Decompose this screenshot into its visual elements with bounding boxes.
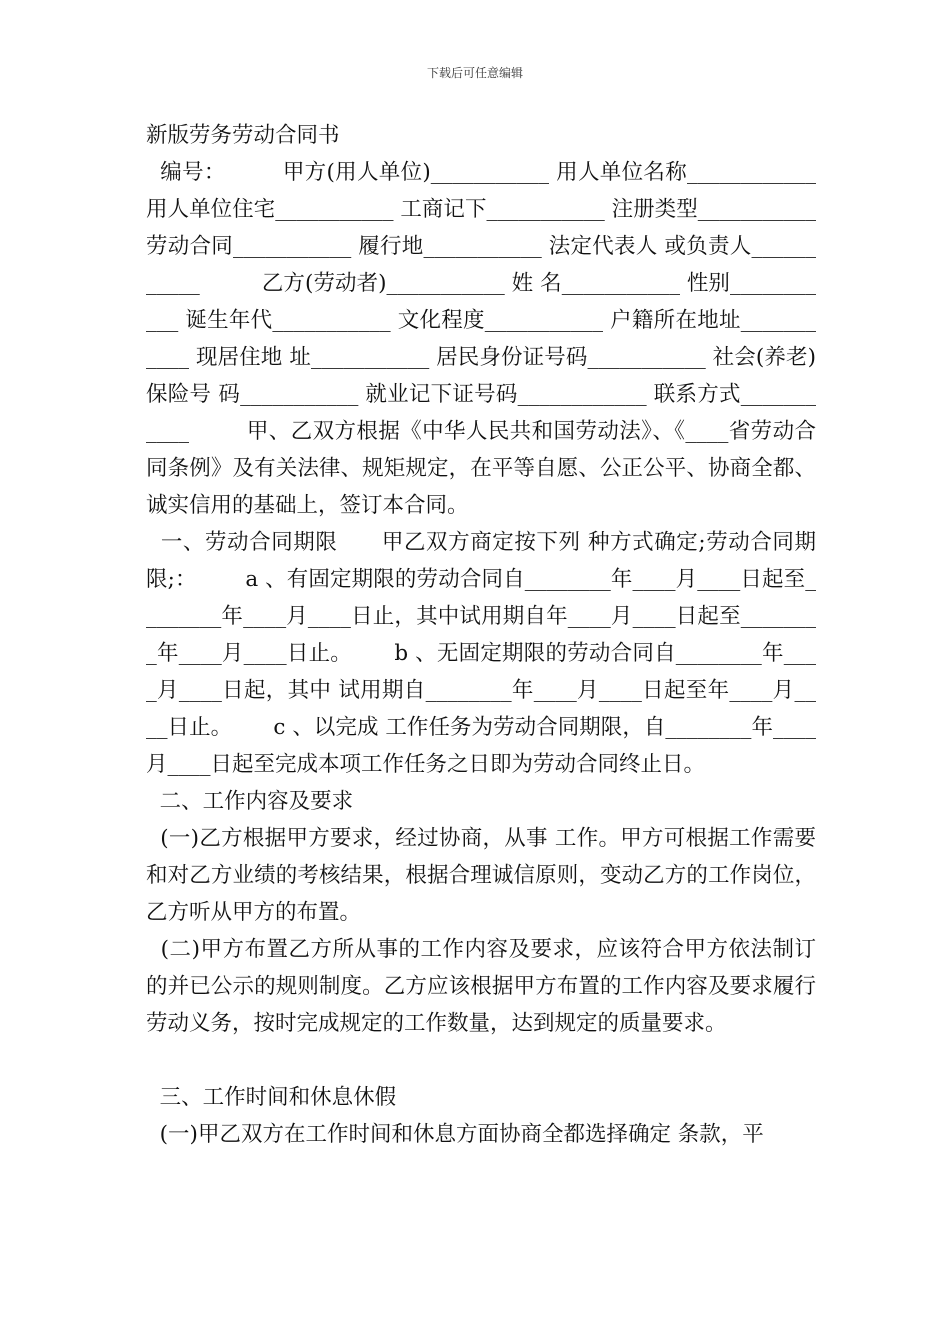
document-body xyxy=(146,117,823,1153)
contract-term-paragraph: 一、劳动合同期限 甲乙双方商定按下列 种方式确定;劳动合同期限;： a 、有固定期限的劳动合同自________年____月____日起至________年____月____日止，其中试用期自年____月____日起至________年____月____日止。 b 、无固定期限的劳动合同自________年____月____日起，其中 试用期自________年____月____日起至年____月____日止。 c 、以完成 工作任务为劳动合同期限，自________年____月____日起至完成本项工作任务之日即为劳动合同终止日。 xyxy=(146,530,816,777)
work-content-clause-2: (二)甲方布置乙方所从事的工作内容及要求，应该符合甲方依法制订的并已公示的规则制度。乙方应该根据甲方布置的工作内容及要求履行劳动义务，按时完成规定的工作数量，达到规定的质量要求。 xyxy=(146,937,816,1036)
header-note: 下载后可任意编辑 xyxy=(426,66,523,80)
section-heading-work-hours: 三、工作时间和休息休假 xyxy=(146,1085,397,1110)
work-content-clause-1: (一)乙方根据甲方要求，经过协商，从事 工作。甲方可根据工作需要和对乙方业绩的考核结果，根据合理诚信原则，变动乙方的工作岗位，乙方听从甲方的布置。 xyxy=(146,826,816,925)
section-heading-work-content: 二、工作内容及要求 xyxy=(146,789,354,814)
blank-line xyxy=(146,1042,816,1079)
document-title: 新版劳务劳动合同书 xyxy=(146,123,340,148)
contract-parties-paragraph: 编号： 甲方(用人单位)___________ 用人单位名称____________ 用人单位住宅___________ 工商记下___________ 注册类型___________ 劳动合同___________ 履行地___________ 法定代表人 或负责人___________ 乙方(劳动者)___________ 姓 名___________ 性别___________ 诞生年代___________ 文化程度___________ 户籍所在地址___________ 现居住地 址___________ 居民身份证号码___________ 社会(养老)保险号 码___________ 就业记下证号码____________ 联系方式___________ 甲、乙双方根据《中华人民共和国劳动法》、《____省劳动合同条例》及有关法律、规矩规定，在平等自愿、公正公平、协商全都、诚实信用的基础上，签订本合同。 xyxy=(146,160,823,518)
work-hours-clause-1: (一)甲乙双方在工作时间和休息方面协商全都选择确定 条款，平 xyxy=(146,1122,764,1147)
